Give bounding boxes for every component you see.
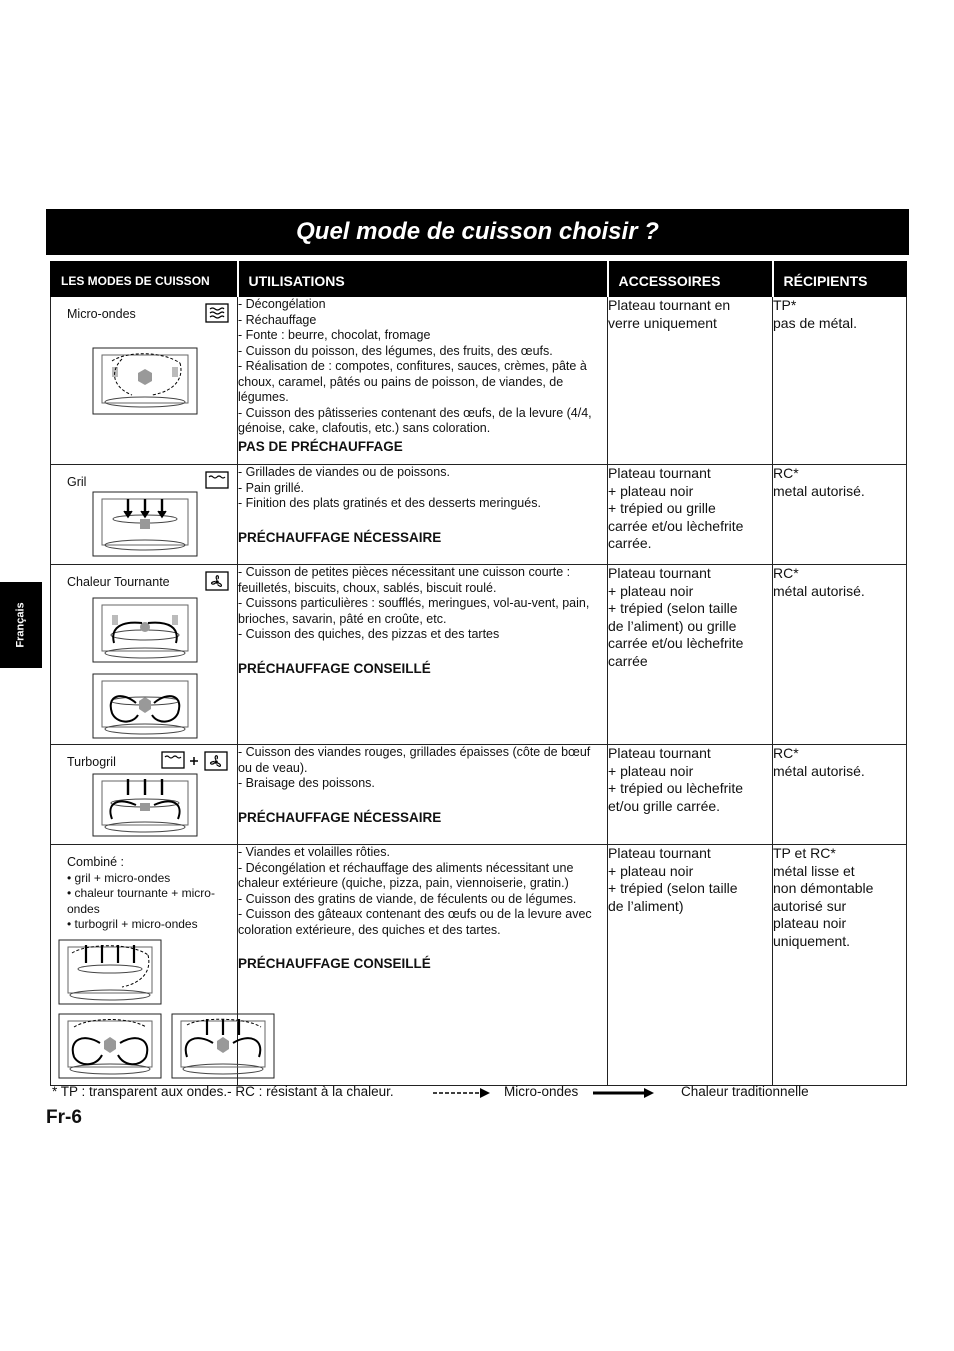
utilisation-line: - Décongélation bbox=[238, 297, 326, 311]
mode-cell-chaleur-tournante bbox=[51, 565, 238, 745]
microwave-waves-icon bbox=[205, 303, 229, 323]
utilisations-cell bbox=[238, 465, 608, 565]
utilisations-cell bbox=[238, 745, 608, 845]
dashed-arrow-icon bbox=[432, 1087, 492, 1099]
table-row bbox=[51, 845, 907, 1086]
utilisation-line: - Fonte : beurre, chocolat, fromage bbox=[238, 328, 431, 342]
language-tab-label: Français bbox=[15, 602, 27, 648]
page-number: Fr-6 bbox=[46, 1107, 82, 1128]
mode-name: Turbogril bbox=[67, 755, 116, 769]
legend-traditional-heat: Chaleur traditionnelle bbox=[681, 1084, 809, 1099]
language-tab bbox=[0, 582, 42, 668]
utilisation-line: - Cuisson des quiches, des pizzas et des tartes bbox=[238, 627, 500, 641]
utilisation-line: - Cuisson des viandes rouges, grillades épaisses (côte de bœuf ou de veau). bbox=[238, 745, 591, 775]
utilisations-cell bbox=[238, 565, 608, 745]
header-utilisations: UTILISATIONS bbox=[238, 262, 608, 297]
mode-name: Chaleur Tournante bbox=[67, 575, 170, 589]
prechauffage-note: PRÉCHAUFFAGE NÉCESSAIRE bbox=[238, 529, 442, 545]
utilisations-cell bbox=[238, 297, 608, 465]
utilisation-line: - Cuisson du poisson, des légumes, des fruits, des œufs. bbox=[238, 343, 553, 358]
table-row bbox=[51, 297, 907, 465]
oven-diagram-fan-top bbox=[92, 597, 198, 665]
accessoires-cell: Plateau tournant + plateau noir + trépied (selon taille de l’aliment) ou grille carrée et/ou lèchefrite carrée bbox=[608, 565, 773, 745]
mode-name: Combiné : bbox=[67, 855, 124, 869]
utilisation-line: - Viandes et volailles rôties. bbox=[238, 845, 390, 859]
submode: • gril + micro-ondes bbox=[67, 870, 171, 885]
header-modes: LES MODES DE CUISSON bbox=[51, 262, 238, 297]
utilisation-line: - Grillades de viandes ou de poissons. bbox=[238, 465, 450, 479]
table-header-row bbox=[51, 262, 907, 297]
table-row bbox=[51, 465, 907, 565]
prechauffage-note: PRÉCHAUFFAGE NÉCESSAIRE bbox=[238, 809, 442, 825]
oven-diagram-turbogrill-microwave bbox=[171, 1013, 275, 1081]
combine-description bbox=[67, 855, 232, 933]
utilisation-line: - Cuisson des gâteaux contenant des œufs ou de la levure avec coloration extérieure, des quiches et des tartes. bbox=[238, 907, 592, 937]
recipients-cell: RC* métal autorisé. bbox=[773, 565, 907, 745]
header-accessoires: ACCESSOIRES bbox=[608, 262, 773, 297]
cooking-modes-table bbox=[50, 261, 907, 1086]
oven-diagram-fan-bottom bbox=[92, 673, 198, 741]
utilisation-line: - Pain grillé. bbox=[238, 480, 304, 495]
grill-plus-fan-icon bbox=[161, 751, 229, 771]
prechauffage-note: PAS DE PRÉCHAUFFAGE bbox=[238, 438, 403, 454]
title-bar bbox=[46, 209, 909, 255]
utilisation-line: - Réchauffage bbox=[238, 312, 317, 327]
solid-arrow-icon bbox=[592, 1087, 656, 1099]
utilisation-line: - Décongélation et réchauffage des aliments nécessitant une chaleur extérieure (quiche, pizza, pain, viennoiserie, gratin.) bbox=[238, 860, 574, 890]
recipients-cell: RC* métal autorisé. bbox=[773, 745, 907, 845]
utilisation-line: - Braisage des poissons. bbox=[238, 776, 375, 790]
footnote: * TP : transparent aux ondes.- RC : résistant à la chaleur. bbox=[52, 1084, 394, 1099]
utilisation-line: - Cuisson de petites pièces nécessitant une cuisson courte : feuilletés, biscuits, choux, sablés, biscuit roulé. bbox=[238, 565, 571, 595]
mode-cell-turbogril bbox=[51, 745, 238, 845]
mode-name: Micro-ondes bbox=[67, 307, 136, 321]
utilisation-line: - Cuisson des gratins de viande, de féculents ou de légumes. bbox=[238, 891, 577, 906]
accessoires-cell: Plateau tournant en verre uniquement bbox=[608, 297, 773, 465]
mode-cell-gril bbox=[51, 465, 238, 565]
table-row bbox=[51, 745, 907, 845]
oven-diagram-grill-microwave bbox=[58, 939, 162, 1007]
recipients-cell: TP et RC* métal lisse et non démontable autorisé sur plateau noir uniquement. bbox=[773, 845, 907, 1086]
mode-cell-combine bbox=[51, 845, 238, 1086]
table-row bbox=[51, 565, 907, 745]
oven-diagram-microwave bbox=[92, 347, 198, 417]
utilisations-cell bbox=[238, 845, 608, 1086]
grill-icon bbox=[205, 471, 229, 489]
submode: • turbogril + micro-ondes bbox=[67, 917, 198, 931]
accessoires-cell: Plateau tournant + plateau noir + trépied ou grille carrée et/ou lèchefrite carrée. bbox=[608, 465, 773, 565]
utilisation-line: - Réalisation de : compotes, confitures, sauces, crèmes, pâte à choux, caramel, pâtés ou pains de poisson, de viandes, de légumes. bbox=[238, 359, 587, 404]
mode-name: Gril bbox=[67, 475, 87, 489]
accessoires-cell: Plateau tournant + plateau noir + trépied ou lèchefrite et/ou grille carrée. bbox=[608, 745, 773, 845]
utilisation-line: - Finition des plats gratinés et des desserts meringués. bbox=[238, 496, 541, 510]
prechauffage-note: PRÉCHAUFFAGE CONSEILLÉ bbox=[238, 956, 431, 971]
recipients-cell: RC* metal autorisé. bbox=[773, 465, 907, 565]
mode-cell-micro-ondes bbox=[51, 297, 238, 465]
recipients-cell: TP* pas de métal. bbox=[773, 297, 907, 465]
legend-microwave: Micro-ondes bbox=[504, 1084, 579, 1099]
utilisation-line: - Cuisson des pâtisseries contenant des œufs, de la levure (4/4, génoise, cake, clafoutis, etc.) sans coloration. bbox=[238, 405, 592, 435]
submode: • chaleur tournante + micro-ondes bbox=[67, 886, 215, 916]
fan-icon bbox=[205, 571, 229, 591]
oven-diagram-grill bbox=[92, 491, 198, 559]
prechauffage-note: PRÉCHAUFFAGE CONSEILLÉ bbox=[238, 660, 431, 676]
header-recipients: RÉCIPIENTS bbox=[773, 262, 907, 297]
oven-diagram-turbogrill bbox=[92, 773, 198, 839]
oven-diagram-fan-microwave bbox=[58, 1013, 162, 1081]
page-title: Quel mode de cuisson choisir ? bbox=[296, 218, 659, 245]
accessoires-cell: Plateau tournant + plateau noir + trépied (selon taille de l’aliment) bbox=[608, 845, 773, 1086]
utilisation-line: - Cuissons particulières : soufflés, meringues, vol-au-vent, pain, brioches, savarin, pâté en croûte, etc. bbox=[238, 596, 590, 626]
